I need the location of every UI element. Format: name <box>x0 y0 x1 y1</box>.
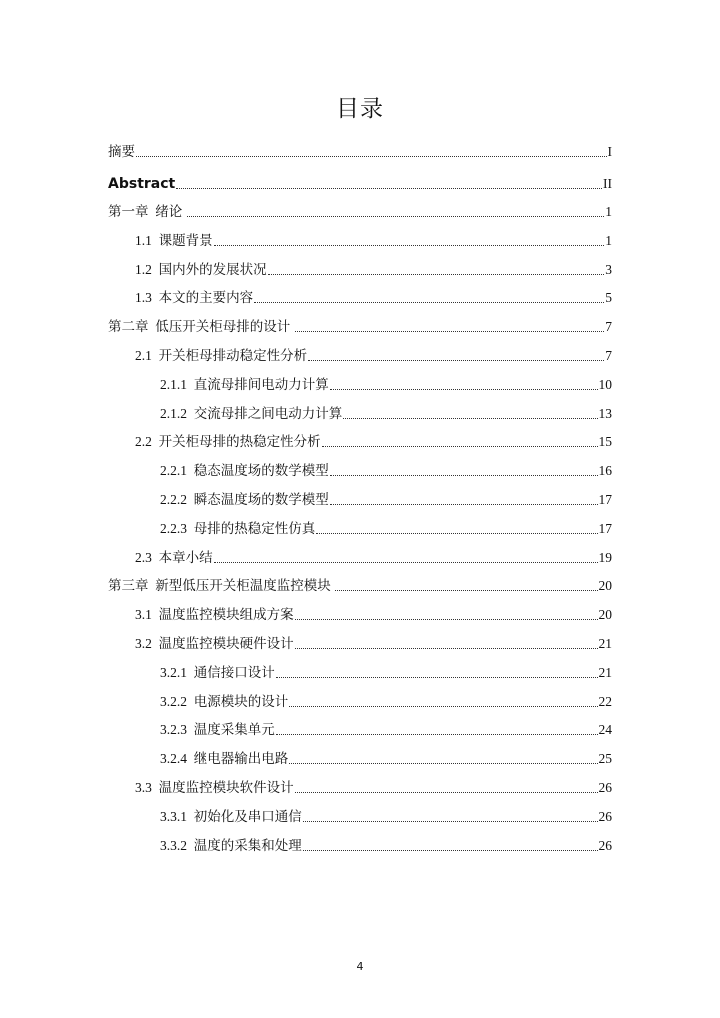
toc-entry-page: 10 <box>598 376 612 392</box>
toc-entry-page: 24 <box>598 722 612 738</box>
dot-leader <box>330 504 598 505</box>
toc-entry-page: 21 <box>598 664 612 680</box>
dot-leader <box>330 389 598 390</box>
toc-entry[interactable] <box>160 462 612 480</box>
toc-entry-title: 2.2 开关柜母排的热稳定性分析 <box>135 434 321 450</box>
toc-entry[interactable] <box>160 693 612 711</box>
toc-entry-title: 3.3.2 温度的采集和处理 <box>160 837 302 853</box>
toc-entry-title: 3.3 温度监控模块软件设计 <box>135 780 294 795</box>
toc-entry[interactable] <box>135 289 612 307</box>
toc-entry[interactable] <box>135 779 612 797</box>
toc-entry[interactable] <box>108 175 612 193</box>
toc-entry-title: 3.2.3 温度采集单元 <box>160 722 275 738</box>
toc-entry[interactable] <box>160 491 612 509</box>
toc-entry[interactable] <box>135 232 612 250</box>
toc-entry-page: 1 <box>605 204 612 219</box>
toc-entry[interactable] <box>135 261 612 279</box>
toc-entry-page: 16 <box>598 463 612 479</box>
toc-entry-title: 3.1 温度监控模块组成方案 <box>135 607 294 623</box>
toc-entry[interactable] <box>160 808 612 826</box>
dot-leader <box>214 562 598 563</box>
dot-leader <box>276 677 598 678</box>
toc-entry[interactable] <box>108 577 612 595</box>
dot-leader <box>136 156 607 157</box>
toc-entry-title: 1.3 本文的主要内容 <box>135 290 254 306</box>
toc-entry-title: 1.1 课题背景 <box>135 232 213 248</box>
toc-entry-page: 26 <box>598 808 612 824</box>
toc-entry-title: 2.2.3 母排的热稳定性仿真 <box>160 520 316 536</box>
toc-entry-page: 22 <box>598 693 612 709</box>
dot-leader <box>330 475 598 476</box>
toc-entry[interactable] <box>135 549 612 567</box>
toc-entry[interactable] <box>160 405 612 423</box>
toc-entry-page: 26 <box>598 780 612 795</box>
toc-entry[interactable] <box>135 433 612 451</box>
toc-entry-title: 3.2 温度监控模块硬件设计 <box>135 636 294 651</box>
dot-leader <box>295 331 605 332</box>
toc-entry[interactable] <box>135 606 612 624</box>
toc-entry-page: 17 <box>598 492 612 507</box>
toc-entry-title: 2.1 开关柜母排动稳定性分析 <box>135 348 308 363</box>
dot-leader <box>295 648 598 649</box>
dot-leader <box>308 360 604 361</box>
toc-entry-page: 20 <box>598 607 612 623</box>
dot-leader <box>295 619 598 620</box>
toc-entry[interactable] <box>160 750 612 768</box>
toc-entry-title: 2.2.1 稳态温度场的数学模型 <box>160 463 329 479</box>
toc-entry-title: 第二章 低压开关柜母排的设计 <box>108 319 294 335</box>
dot-leader <box>335 590 597 591</box>
dot-leader <box>268 274 605 275</box>
dot-leader <box>254 302 604 303</box>
toc-entry-title: 摘要 <box>108 144 135 159</box>
dot-leader <box>214 245 605 246</box>
dot-leader <box>187 216 605 217</box>
toc-entry-title: 2.2.2 瞬态温度场的数学模型 <box>160 492 329 507</box>
toc-entry-title: 第一章 绪论 <box>108 204 186 219</box>
toc-entry-page: 7 <box>605 319 612 335</box>
toc-entry-title: 3.2.2 电源模块的设计 <box>160 693 289 709</box>
dot-leader <box>289 706 597 707</box>
page-title: 目录 <box>336 96 384 122</box>
toc-entry-page: 26 <box>598 837 612 853</box>
dot-leader <box>176 188 602 189</box>
toc-entry-page: I <box>607 144 612 159</box>
toc-entry[interactable] <box>108 143 612 161</box>
toc-entry-title: 3.3.1 初始化及串口通信 <box>160 808 302 824</box>
toc-entry-title: 3.2.4 继电器输出电路 <box>160 751 289 767</box>
toc-entry-page: 21 <box>598 636 612 651</box>
dot-leader <box>295 792 598 793</box>
toc-entry[interactable] <box>135 635 612 653</box>
toc-entry-title: Abstract <box>108 176 176 192</box>
toc-entry-page: 19 <box>598 549 612 565</box>
toc-entry[interactable] <box>135 347 612 365</box>
toc-entry-title: 1.2 国内外的发展状况 <box>135 261 267 277</box>
toc-entry-page: 7 <box>605 348 612 363</box>
toc-entry-title: 2.3 本章小结 <box>135 549 213 565</box>
toc-entry[interactable] <box>160 664 612 682</box>
toc-entry[interactable] <box>108 203 612 221</box>
toc-entry[interactable] <box>160 837 612 855</box>
dot-leader <box>303 821 598 822</box>
toc-entry[interactable] <box>160 520 612 538</box>
toc-entry-page: 20 <box>598 578 612 594</box>
toc-entry-page: 25 <box>598 751 612 767</box>
dot-leader <box>289 763 597 764</box>
dot-leader <box>303 850 598 851</box>
toc-entry-page: 1 <box>605 232 612 248</box>
toc-entry-page: 17 <box>598 520 612 536</box>
dot-leader <box>276 734 598 735</box>
toc-entry-title: 2.1.2 交流母排之间电动力计算 <box>160 405 343 421</box>
toc-entry-title: 3.2.1 通信接口设计 <box>160 664 275 680</box>
toc-entry-page: 15 <box>598 434 612 450</box>
toc-entry-title: 2.1.1 直流母排间电动力计算 <box>160 376 329 392</box>
toc-entry-page: II <box>603 176 612 191</box>
toc-entry-page: 3 <box>605 261 612 277</box>
page-number: 4 <box>356 960 364 973</box>
dot-leader <box>316 533 597 534</box>
dot-leader <box>343 418 597 419</box>
toc-entry[interactable] <box>160 721 612 739</box>
toc-entry-page: 13 <box>598 405 612 421</box>
toc-entry[interactable] <box>160 376 612 394</box>
toc-entry[interactable] <box>108 318 612 336</box>
toc-entry-page: 5 <box>605 290 612 306</box>
dot-leader <box>322 446 598 447</box>
toc-entry-title: 第三章 新型低压开关柜温度监控模块 <box>108 578 335 594</box>
